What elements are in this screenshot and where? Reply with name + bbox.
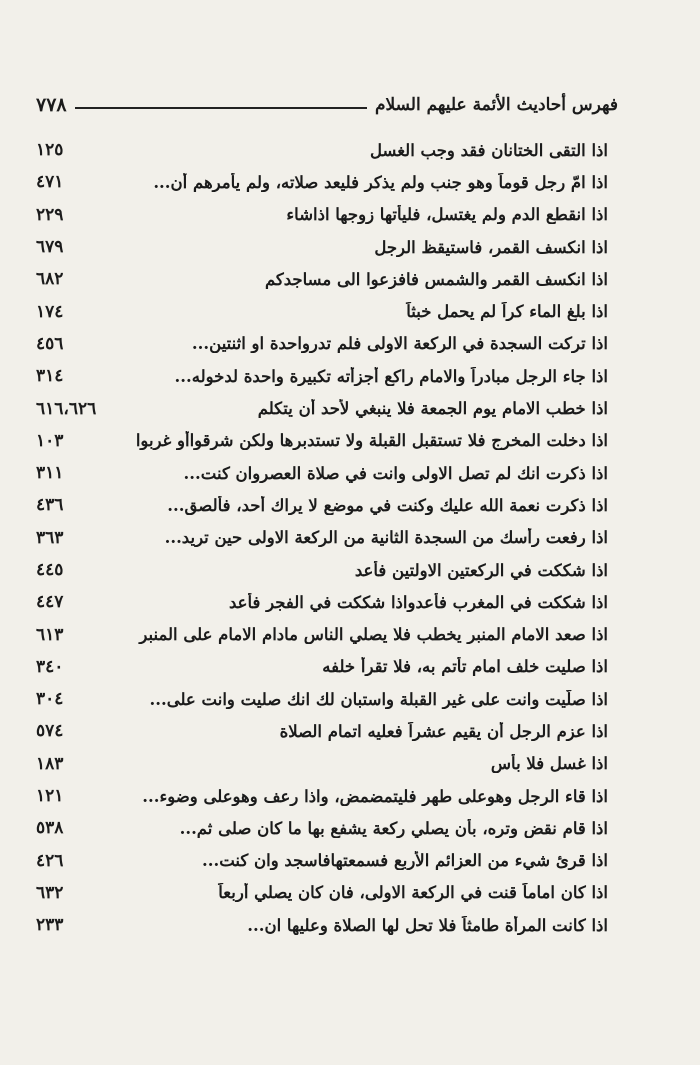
entry-page-ref: ٤٣٦: [36, 495, 64, 516]
index-entry: [36, 683, 608, 715]
index-entry: [36, 360, 608, 392]
entry-text: اذا انقطع الدم ولم يغتسل، فليأتها زوجها اذاشاء: [286, 205, 608, 225]
index-entry: [36, 554, 608, 586]
entry-text: اذا شككت في الركعتين الاولتين فأعد: [354, 560, 608, 580]
index-entry: [36, 845, 608, 877]
entry-text: اذا خطب الامام يوم الجمعة فلا ينبغي لأحد أن يتكلم: [257, 399, 608, 419]
entry-text: اذا صعد الامام المنبر يخطب فلا يصلي الناس مادام الامام على المنبر: [139, 625, 608, 645]
index-entry: [36, 586, 608, 618]
index-entry: [36, 295, 608, 327]
index-entry: [36, 715, 608, 747]
header-rule: [75, 107, 367, 109]
entry-text: اذا التقى الختانان فقد وجب الغسل: [370, 140, 608, 160]
entry-text: اذا دخلت المخرج فلا تستقبل القبلة ولا تستدبرها ولكن شرقواأو غربوا: [135, 431, 608, 451]
index-entry: [36, 425, 608, 457]
entry-text: اذا صلّيت وانت على غير القبلة واستبان لك انك صليت وانت على...: [149, 689, 608, 709]
index-entry: [36, 231, 608, 263]
hadith-index-list: [36, 134, 608, 941]
index-entry: [36, 748, 608, 780]
entry-page-ref: ١٢١: [36, 786, 64, 807]
entry-text: اذا قرئ شيء من العزائم الأربع فسمعتهافاسجد وان كنت...: [202, 851, 608, 871]
entry-page-ref: ٥٧٤: [36, 721, 64, 742]
entry-page-ref: ٣٦٣: [36, 527, 64, 548]
entry-text: اذا ذكرت نعمة الله عليك وكنت في موضع لا يراك أحد، فألصق...: [167, 495, 608, 515]
entry-page-ref: ٣١١: [36, 463, 64, 484]
entry-page-ref: ٤٥٦: [36, 333, 64, 354]
entry-page-ref: ١٢٥: [36, 140, 64, 161]
running-header: [36, 90, 618, 120]
entry-text: اذا عزم الرجل أن يقيم عشراً فعليه اتمام الصلاة: [279, 721, 608, 741]
index-entry: [36, 457, 608, 489]
index-entry: [36, 263, 608, 295]
entry-page-ref: ١٧٤: [36, 301, 64, 322]
entry-text: اذا كان اماماً قنت في الركعة الاولى، فان كان يصلي أربعاً: [218, 883, 608, 903]
entry-text: اذا كانت المرأة طامثاً فلا تحل لها الصلاة وعليها ان...: [247, 915, 608, 935]
entry-page-ref: ١٠٣: [36, 430, 64, 451]
entry-page-ref: ٤٤٧: [36, 592, 64, 613]
index-entry: [36, 522, 608, 554]
entry-page-ref: ٢٣٣: [36, 915, 64, 936]
entry-page-ref: ٣٠٤: [36, 689, 64, 710]
index-entry: [36, 780, 608, 812]
entry-text: اذا قام نقض وتره، بأن يصلي ركعة يشفع بها ما كان صلى ثم...: [179, 818, 608, 838]
index-entry: [36, 199, 608, 231]
entry-text: اذا ذكرت انك لم تصل الاولى وانت في صلاة العصروان كنت...: [183, 463, 608, 483]
entry-text: اذا انكسف القمر، فاستيقظ الرجل: [374, 237, 608, 257]
entry-page-ref: ٤٧١: [36, 172, 64, 193]
entry-page-ref: ٦٨٢: [36, 269, 64, 290]
entry-text: اذا قاء الرجل وهوعلى طهر فليتمضمض، واذا رعف وهوعلى وضوء...: [142, 786, 608, 806]
header-title: فهرس أحاديث الأئمة عليهم السلام: [374, 95, 618, 115]
entry-page-ref: ٥٣٨: [36, 818, 64, 839]
index-entry: [36, 166, 608, 198]
entry-page-ref: ٣١٤: [36, 366, 64, 387]
index-entry: [36, 812, 608, 844]
index-entry: [36, 877, 608, 909]
entry-text: اذا انكسف القمر والشمس فافزعوا الى مساجدكم: [264, 269, 608, 289]
entry-page-ref: ٦٧٩: [36, 237, 64, 258]
entry-text: اذا بلغ الماء كراً لم يحمل خبثاً: [406, 302, 608, 322]
entry-page-ref: ١٨٣: [36, 753, 64, 774]
index-entry: [36, 392, 608, 424]
index-entry: [36, 909, 608, 941]
entry-text: اذا جاء الرجل مبادراً والامام راكع أجزأته تكبيرة واحدة لدخوله...: [174, 366, 608, 386]
entry-page-ref: ٢٢٩: [36, 204, 64, 225]
entry-page-ref: ٦١٦،٦٢٦: [36, 398, 97, 419]
entry-text: اذا امّ رجل قوماً وهو جنب ولم يذكر فليعد صلاته، ولم يأمرهم أن...: [153, 172, 608, 192]
index-entry: [36, 618, 608, 650]
index-entry: [36, 328, 608, 360]
entry-page-ref: ٤٢٦: [36, 850, 64, 871]
entry-text: اذا تركت السجدة في الركعة الاولى فلم تدرواحدة او اثنتين...: [191, 334, 608, 354]
entry-text: اذا غسل فلا بأس: [490, 754, 608, 774]
entry-text: اذا صليت خلف امام تأتم به، فلا تقرأ خلفه: [322, 657, 608, 677]
index-entry: [36, 651, 608, 683]
entry-page-ref: ٦١٣: [36, 624, 64, 645]
page-number: ٧٧٨: [36, 94, 67, 116]
index-entry: [36, 489, 608, 521]
entry-page-ref: ٤٤٥: [36, 560, 64, 580]
index-entry: [36, 134, 608, 166]
entry-page-ref: ٣٤٠: [36, 656, 64, 677]
entry-text: اذا شككت في المغرب فأعدواذا شككت في الفجر فأعد: [228, 592, 608, 612]
entry-text: اذا رفعت رأسك من السجدة الثانية من الركعة الاولى حين تريد...: [164, 528, 608, 548]
entry-page-ref: ٦٣٢: [36, 882, 64, 903]
